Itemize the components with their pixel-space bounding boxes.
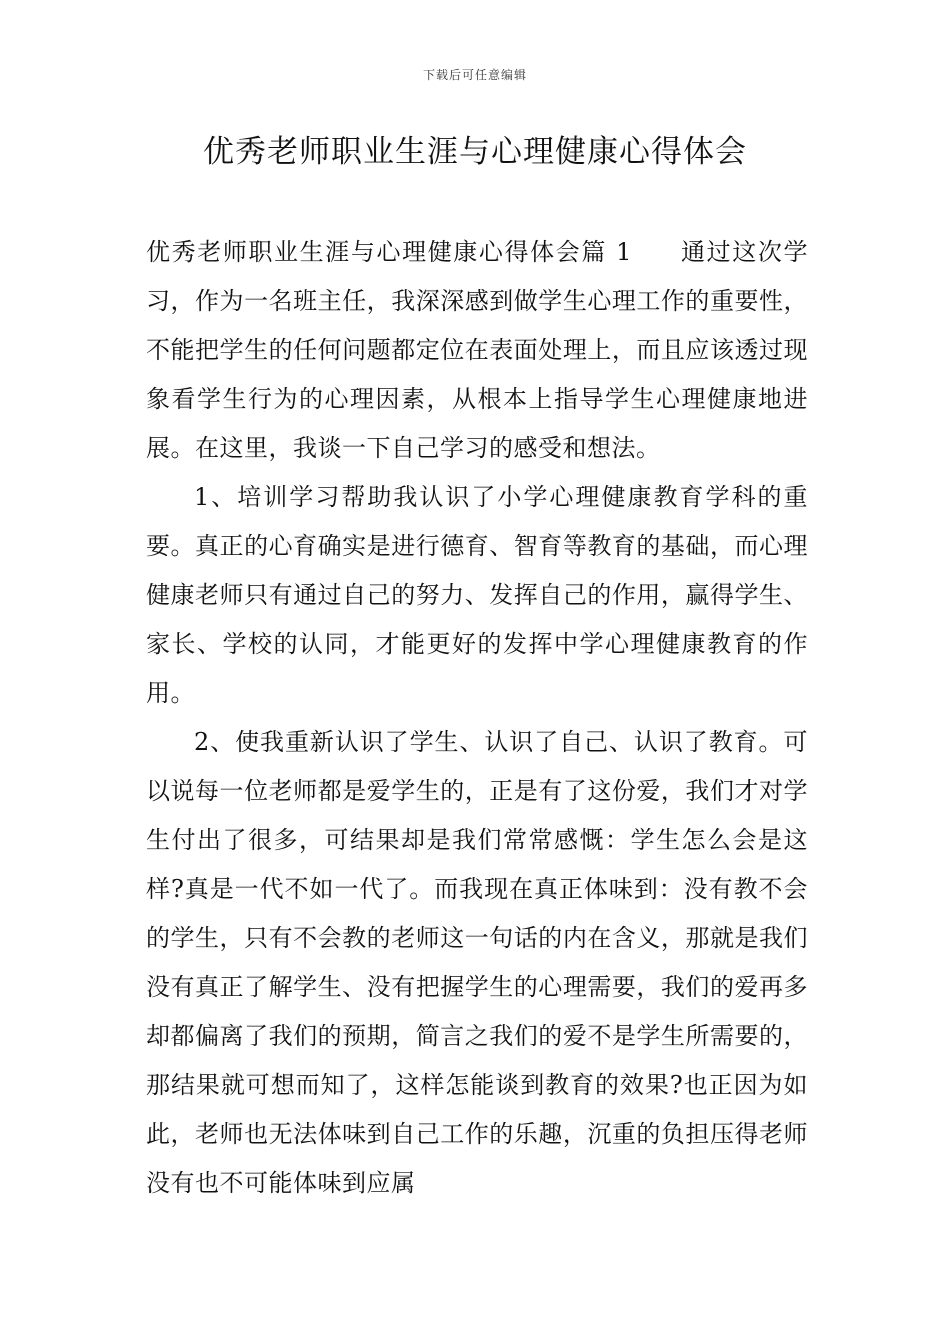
header-note: 下载后可任意编辑 <box>422 68 527 82</box>
paragraph-1-text: 通过这次学习，作为一名班主任，我深深感到做学生心理工作的重要性，不能把学生的任何问题都定位在表面处理上，而且应该透过现象看学生行为的心理因素，从根本上指导学生心理健康地进展。在这里，我谈一下自己学习的感受和想法。 <box>146 238 808 462</box>
paragraph-1 <box>146 228 808 473</box>
paragraph-2: 1、培训学习帮助我认识了小学心理健康教育学科的重要。真正的心育确实是进行德育、智育等教育的基础，而心理健康老师只有通过自己的努力、发挥自己的作用，赢得学生、家长、学校的认同，才能更好的发挥中学心理健康教育的作用。 <box>146 483 808 707</box>
section-heading: 优秀老师职业生涯与心理健康心得体会篇 1 <box>146 238 632 266</box>
paragraph-3: 2、使我重新认识了学生、认识了自己、认识了教育。可以说每一位老师都是爱学生的，正是有了这份爱，我们才对学生付出了很多，可结果却是我们常常感慨：学生怎么会是这样?真是一代不如一代了。而我现在真正体味到：没有教不会的学生，只有不会教的老师这一句话的内在含义，那就是我们没有真正了解学生、没有把握学生的心理需要，我们的爱再多却都偏离了我们的预期，简言之我们的爱不是学生所需要的，那结果就可想而知了，这样怎能谈到教育的效果?也正因为如此，老师也无法体味到自己工作的乐趣，沉重的负担压得老师没有也不可能体味到应属 <box>146 728 808 1197</box>
document-title: 优秀老师职业生涯与心理健康心得体会 <box>203 134 747 170</box>
document-body <box>146 228 808 1208</box>
